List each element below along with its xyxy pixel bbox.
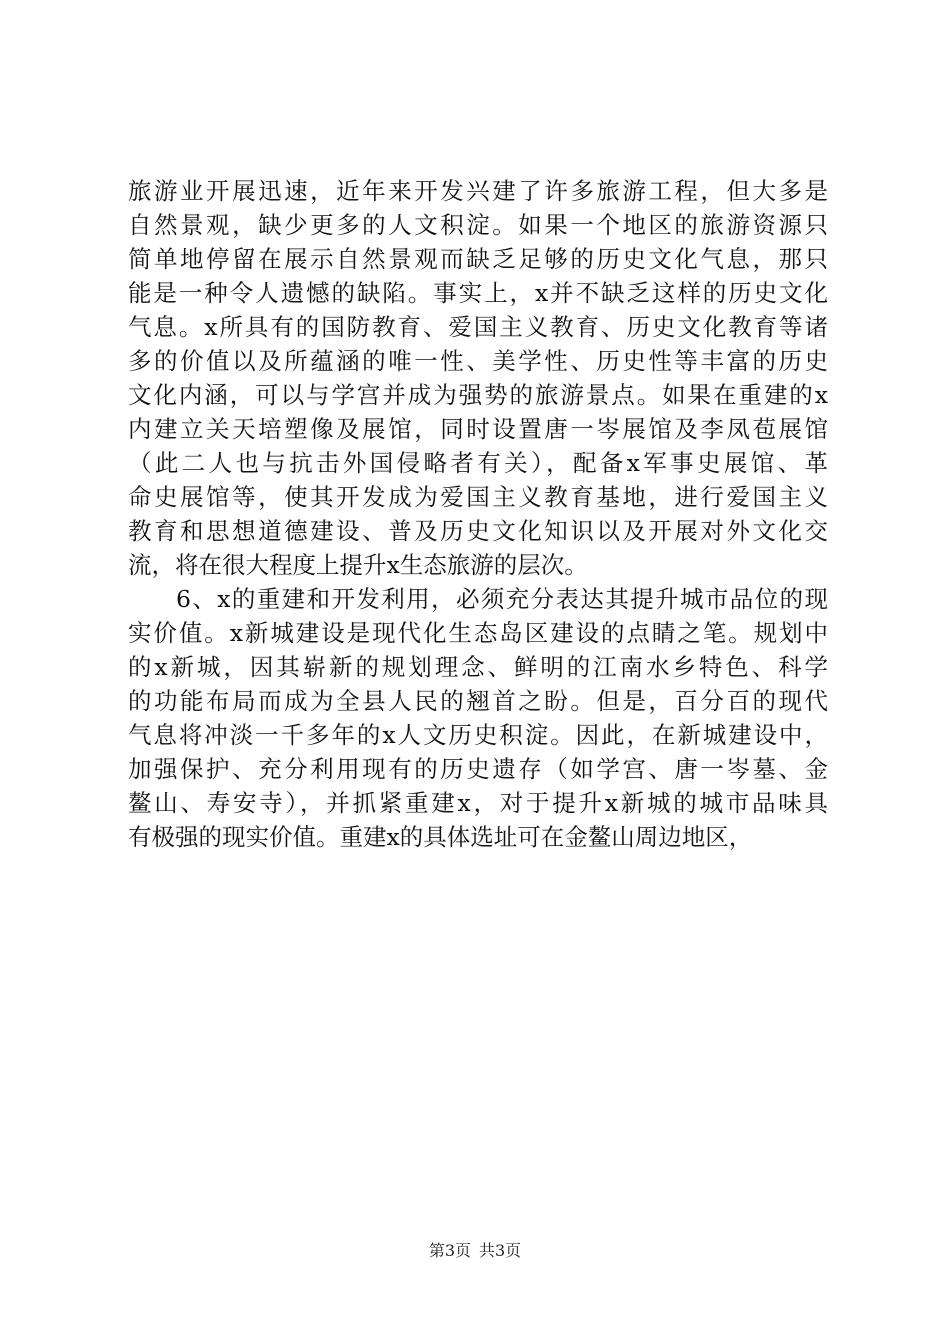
text-line: 旅游业开展迅速，近年来开发兴建了许多旅游工程，但大多是 [128, 177, 828, 205]
text-line: 有极强的现实价值。重建x的具体选址可在金鳌山周边地区， [128, 823, 753, 851]
text-line: 能是一种令人遗憾的缺陷。事实上，x并不缺乏这样的历史文化 [128, 279, 828, 307]
text-line: 鳌山、寿安寺），并抓紧重建x，对于提升x新城的城市品味具 [128, 789, 828, 817]
text-line: 流，将在很大程度上提升x生态旅游的层次。 [128, 551, 588, 579]
text-line: 气息。x所具有的国防教育、爱国主义教育、历史文化教育等诸 [128, 313, 828, 341]
text-line: 多的价值以及所蕴涵的唯一性、美学性、历史性等丰富的历史 [128, 347, 828, 375]
document-body [128, 174, 828, 854]
page-footer [0, 1240, 950, 1262]
text-line: （此二人也与抗击外国侵略者有关），配备x军事史展馆、革 [128, 449, 828, 477]
text-line: 气息将冲淡一千多年的x人文历史积淀。因此，在新城建设中， [128, 721, 828, 749]
text-line: 6、x的重建和开发利用，必须充分表达其提升城市品位的现 [176, 585, 828, 613]
text-line: 实价值。x新城建设是现代化生态岛区建设的点睛之笔。规划中 [128, 619, 828, 647]
text-line: 简单地停留在展示自然景观而缺乏足够的历史文化气息，那只 [128, 245, 828, 273]
text-line: 文化内涵，可以与学宫并成为强势的旅游景点。如果在重建的x [128, 381, 828, 409]
page-number: 第3页 [428, 1241, 471, 1260]
text-line: 内建立关天培塑像及展馆，同时设置唐一岑展馆及李凤苞展馆 [128, 415, 828, 443]
text-line: 加强保护、充分利用现有的历史遗存（如学宫、唐一岑墓、金 [128, 755, 828, 783]
text-line: 命史展馆等，使其开发成为爱国主义教育基地，进行爱国主义 [128, 483, 828, 511]
page-total: 共3页 [479, 1241, 522, 1260]
text-line: 的x新城，因其崭新的规划理念、鲜明的江南水乡特色、科学 [128, 653, 828, 681]
text-line: 教育和思想道德建设、普及历史文化知识以及开展对外文化交 [128, 517, 828, 545]
text-line: 自然景观，缺少更多的人文积淀。如果一个地区的旅游资源只 [128, 211, 828, 239]
text-line: 的功能布局而成为全县人民的翘首之盼。但是，百分百的现代 [128, 687, 828, 715]
